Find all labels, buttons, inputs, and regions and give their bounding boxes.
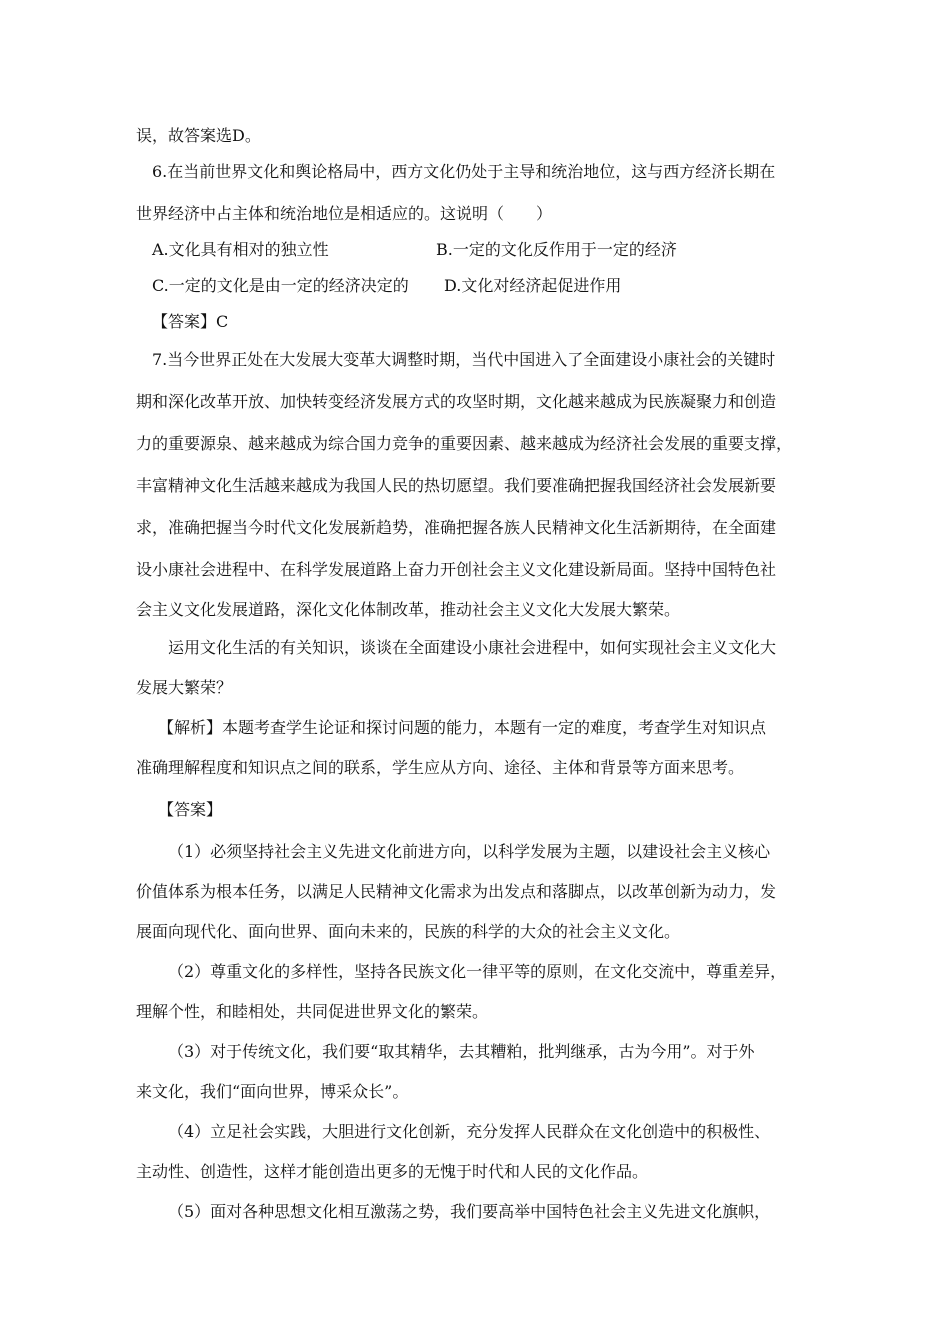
option-b: B.一定的文化反作用于一定的经济 [436,240,677,259]
option-d: D.文化对经济起促进作用 [444,276,622,295]
question-7-text: 设小康社会进程中、在科学发展道路上奋力开创社会主义文化建设新局面。坚持中国特色社 [136,560,777,579]
option-a: A.文化具有相对的独立性 [152,240,329,259]
question-7-text: 会主义文化发展道路，深化文化体制改革，推动社会主义文化大发展大繁荣。 [136,600,681,619]
answer-point-1: （1）必须坚持社会主义先进文化前进方向，以科学发展为主题，以建设社会主义核心 [168,842,771,861]
text-line: 误，故答案选D。 [136,126,261,145]
answer-point-5: （5）面对各种思想文化相互激荡之势，我们要高举中国特色社会主义先进文化旗帜， [168,1202,771,1221]
answer-point-4: （4）立足社会实践，大胆进行文化创新，充分发挥人民群众在文化创造中的积极性、 [168,1122,771,1141]
answer-point-1-cont: 价值体系为根本任务，以满足人民精神文化需求为出发点和落脚点，以改革创新为动力，发 [136,882,777,901]
option-c: C.一定的文化是由一定的经济决定的 [152,276,409,295]
analysis-7: 【解析】本题考查学生论证和探讨问题的能力，本题有一定的难度，考查学生对知识点 [158,718,767,737]
answer-point-2-cont: 理解个性，和睦相处，共同促进世界文化的繁荣。 [136,1002,489,1021]
question-6-stem-cont: 世界经济中占主体和统治地位是相适应的。这说明（ ） [136,204,553,223]
question-7-text: 求，准确把握当今时代文化发展新趋势，准确把握各族人民精神文化生活新期待，在全面建 [136,518,777,537]
answer-6: 【答案】C [152,312,229,331]
question-7-text: 期和深化改革开放、加快转变经济发展方式的攻坚时期，文化越来越成为民族凝聚力和创造 [136,392,777,411]
analysis-7-cont: 准确理解程度和知识点之间的联系，学生应从方向、途径、主体和背景等方面来思考。 [136,758,745,777]
question-6-stem: 6.在当前世界文化和舆论格局中，西方文化仍处于主导和统治地位，这与西方经济长期在 [152,162,776,181]
answer-7-heading: 【答案】 [158,800,223,819]
answer-point-2: （2）尊重文化的多样性，坚持各民族文化一律平等的原则，在文化交流中，尊重差异， [168,962,787,981]
question-7-text: 丰富精神文化生活越来越成为我国人民的热切愿望。我们要准确把握我国经济社会发展新要 [136,476,777,495]
answer-point-3-cont: 来文化，我们“面向世界，博采众长”。 [136,1082,409,1101]
question-7-prompt-cont: 发展大繁荣？ [136,678,233,697]
question-7-prompt: 运用文化生活的有关知识，谈谈在全面建设小康社会进程中，如何实现社会主义文化大 [168,638,777,657]
answer-point-3: （3）对于传统文化，我们要“取其精华，去其糟粕，批判继承，古为今用”。对于外 [168,1042,755,1061]
answer-point-4-cont: 主动性、创造性，这样才能创造出更多的无愧于时代和人民的文化作品。 [136,1162,649,1181]
question-7-text: 力的重要源泉、越来越成为综合国力竞争的重要因素、越来越成为经济社会发展的重要支撑， [136,434,793,453]
answer-point-1-cont: 展面向现代化、面向世界、面向未来的，民族的科学的大众的社会主义文化。 [136,922,681,941]
question-7-stem: 7.当今世界正处在大发展大变革大调整时期，当代中国进入了全面建设小康社会的关键时 [152,350,776,369]
